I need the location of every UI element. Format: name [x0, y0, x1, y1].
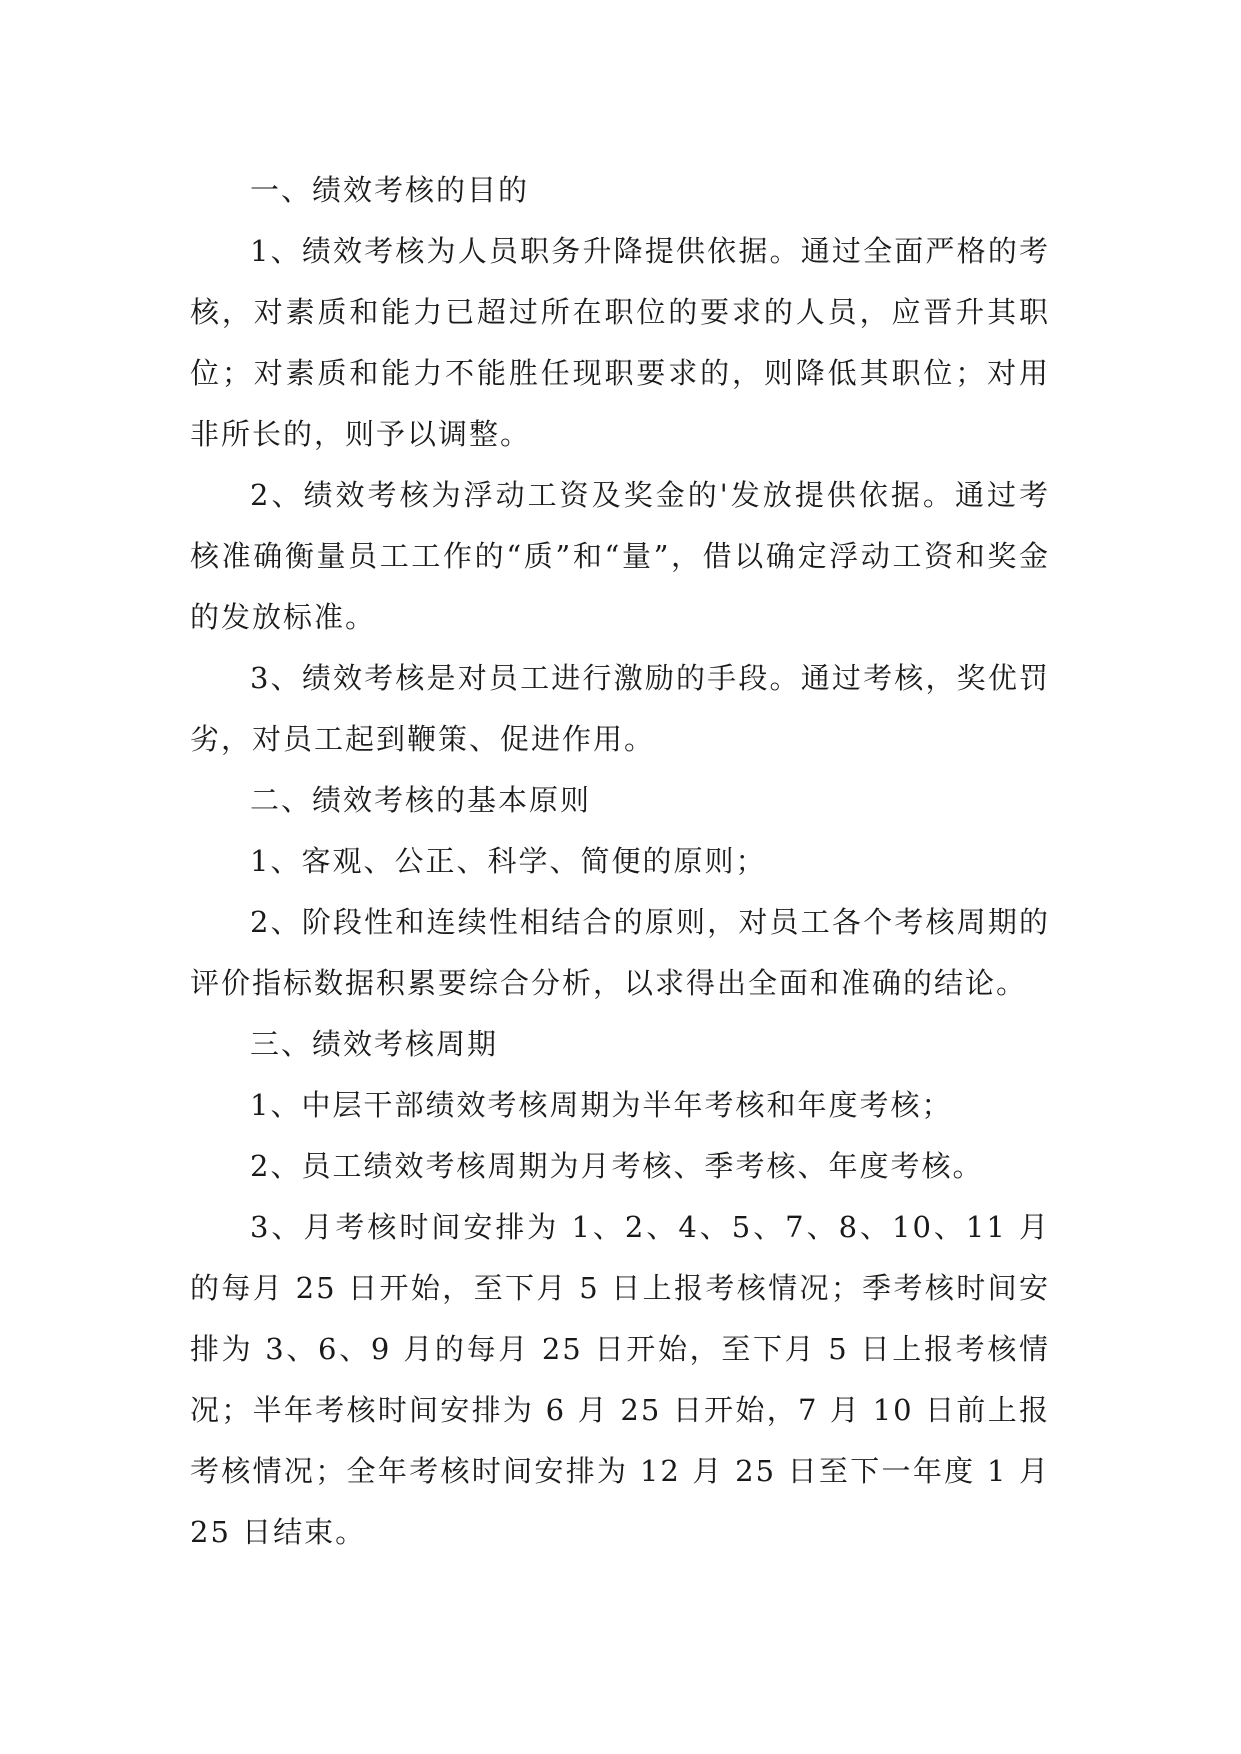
paragraph-purpose-3: 3、绩效考核是对员工进行激励的手段。通过考核，奖优罚劣，对员工起到鞭策、促进作用。 — [190, 661, 1050, 756]
section-heading-purpose: 一、绩效考核的目的 — [250, 173, 530, 207]
paragraph-purpose-2: 2、绩效考核为浮动工资及奖金的'发放提供依据。通过考核准确衡量员工工作的“质”和“量”，借以确定浮动工资和奖金的发放标准。 — [190, 478, 1050, 634]
paragraph-cycle-1: 1、中层干部绩效考核周期为半年考核和年度考核； — [250, 1088, 953, 1122]
section-heading-principles: 二、绩效考核的基本原则 — [250, 783, 592, 817]
document-body — [190, 160, 1050, 1563]
paragraph-principle-2: 2、阶段性和连续性相结合的原则，对员工各个考核周期的评价指标数据积累要综合分析，以求得出全面和准确的结论。 — [190, 905, 1050, 1000]
paragraph-cycle-3: 3、月考核时间安排为 1、2、4、5、7、8、10、11 月的每月 25 日开始，至下月 5 日上报考核情况；季考核时间安排为 3、6、9 月的每月 25 日开始，至下月 5 日上报考核情况；半年考核时间安排为 6 月 25 日开始，7 月 10 日前上报考核情况；全年考核时间安排为 12 月 25 日至下一年度 1 月 25 日结束。 — [190, 1210, 1050, 1549]
paragraph-purpose-1: 1、绩效考核为人员职务升降提供依据。通过全面严格的考核，对素质和能力已超过所在职位的要求的人员，应晋升其职位；对素质和能力不能胜任现职要求的，则降低其职位；对用非所长的，则予以调整。 — [190, 234, 1050, 451]
paragraph-cycle-2: 2、员工绩效考核周期为月考核、季考核、年度考核。 — [250, 1149, 984, 1183]
paragraph-principle-1: 1、客观、公正、科学、简便的原则； — [250, 844, 767, 878]
section-heading-cycle: 三、绩效考核周期 — [250, 1027, 499, 1061]
